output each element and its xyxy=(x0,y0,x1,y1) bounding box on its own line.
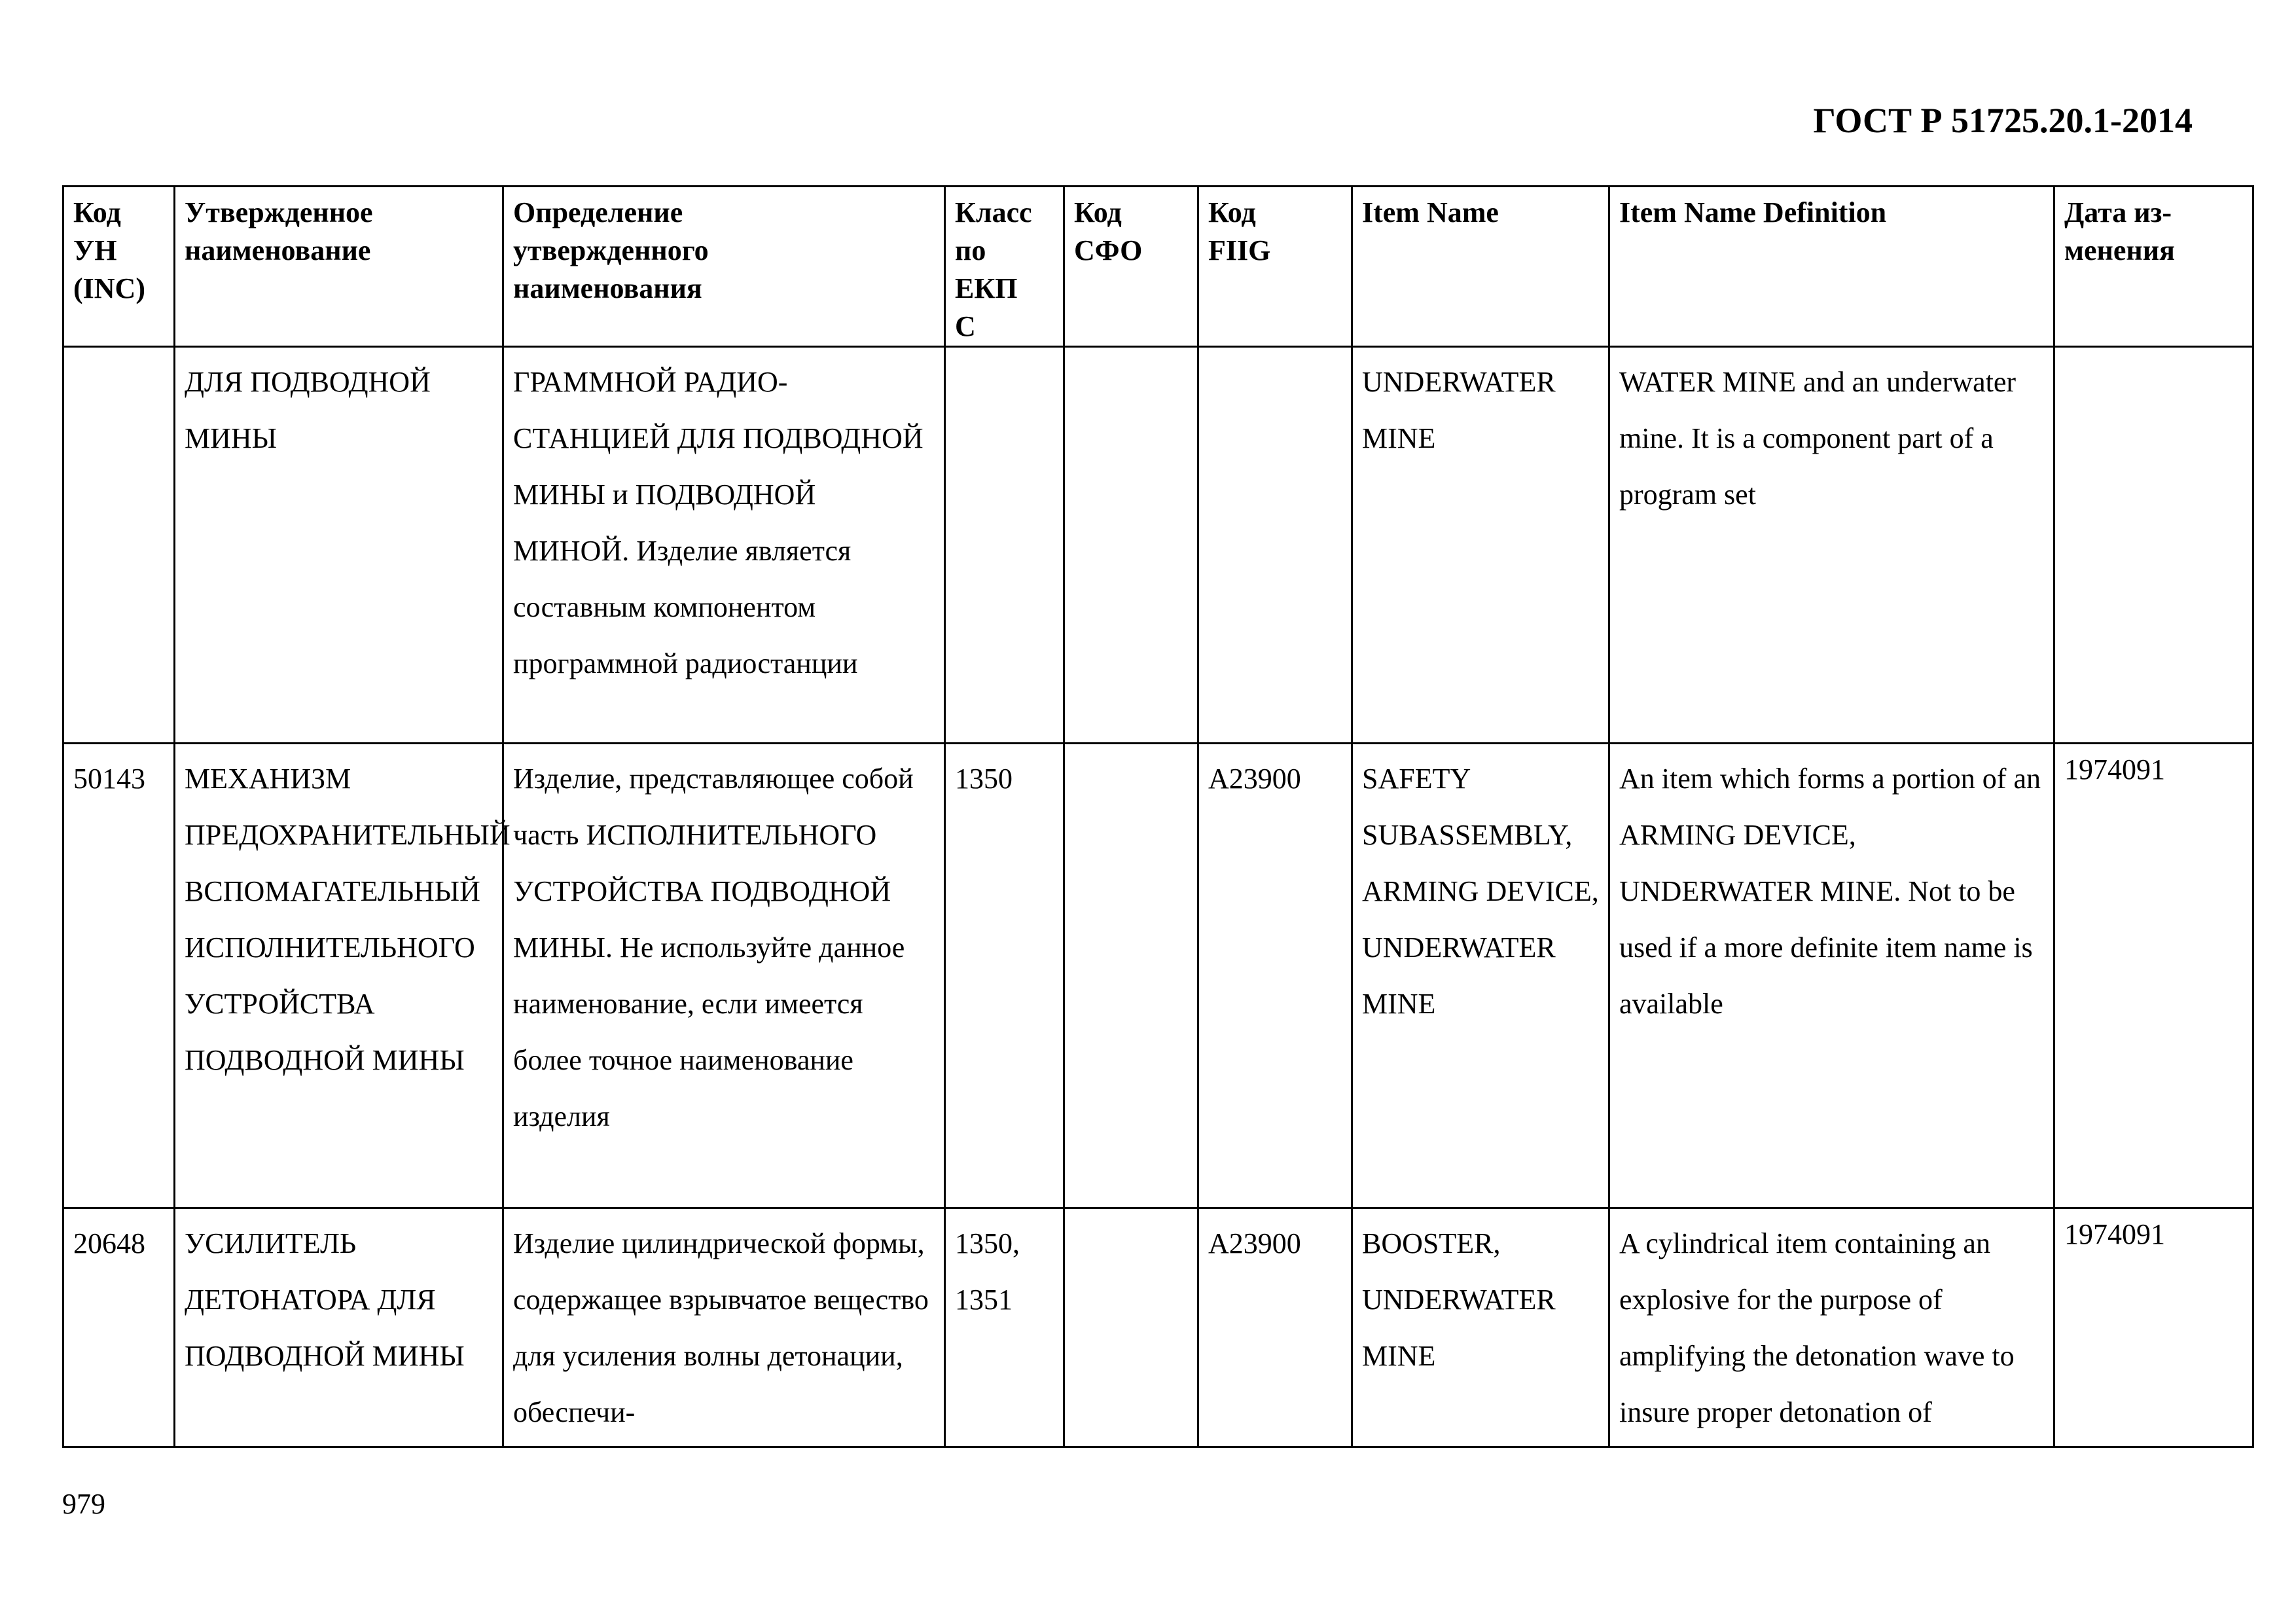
cell-item-name: SAFETY SUBASSEMBLY, ARMING DEVICE, UNDERWATER MINE xyxy=(1352,744,1609,1208)
cell-approved-name: УСИЛИТЕЛЬ ДЕТОНАТОРА ДЛЯ ПОДВОДНОЙ МИНЫ xyxy=(175,1208,503,1447)
header-item-name-definition: Item Name Definition xyxy=(1609,187,2054,347)
cell-item-name-definition: WATER MINE and an underwater mine. It is a component part of a program set xyxy=(1609,347,2054,744)
table-row xyxy=(63,744,2253,1208)
cell-inc xyxy=(63,347,175,744)
header-inc: Код УН (INC) xyxy=(63,187,175,347)
cell-inc: 50143 xyxy=(63,744,175,1208)
cell-ekps-class: 1350, 1351 xyxy=(945,1208,1064,1447)
cell-ekps-class: 1350 xyxy=(945,744,1064,1208)
cell-approved-name: МЕХАНИЗМ ПРЕДОХРАНИТЕЛЬНЫЙ ВСПОМАГАТЕЛЬНЫЙ ИСПОЛНИТЕЛЬНОГО УСТРОЙСТВА ПОДВОДНОЙ МИНЫ xyxy=(175,744,503,1208)
cell-item-name: UNDERWATER MINE xyxy=(1352,347,1609,744)
cell-sfo-code xyxy=(1064,744,1198,1208)
table-row xyxy=(63,1208,2253,1447)
cell-ekps-class xyxy=(945,347,1064,744)
cell-change-date: 1974091 xyxy=(2054,1208,2253,1447)
document-code: ГОСТ Р 51725.20.1-2014 xyxy=(1813,101,2193,140)
table-row xyxy=(63,347,2253,744)
header-sfo-code: Код СФО xyxy=(1064,187,1198,347)
cell-definition: ГРАММНОЙ РАДИО-СТАНЦИЕЙ ДЛЯ ПОДВОДНОЙ МИНЫ и ПОДВОДНОЙ МИНОЙ. Изделие является составным компонентом программной радиостанции xyxy=(503,347,945,744)
cell-item-name-definition: A cylindrical item containing an explosive for the purpose of amplifying the detonation wave to insure proper detonation of xyxy=(1609,1208,2054,1447)
cell-item-name: BOOSTER, UNDERWATER MINE xyxy=(1352,1208,1609,1447)
cell-definition: Изделие, представляющее собой часть ИСПОЛНИТЕЛЬНОГО УСТРОЙСТВА ПОДВОДНОЙ МИНЫ. Не используйте данное наименование, если имеется более точное наименование изделия xyxy=(503,744,945,1208)
header-ekps-class: Класс по ЕКП С xyxy=(945,187,1064,347)
cell-sfo-code xyxy=(1064,1208,1198,1447)
page-number: 979 xyxy=(62,1488,105,1520)
header-fiig-code: Код FIIG xyxy=(1198,187,1352,347)
cell-sfo-code xyxy=(1064,347,1198,744)
cell-fiig-code xyxy=(1198,347,1352,744)
cell-item-name-definition: An item which forms a portion of an ARMING DEVICE, UNDERWATER MINE. Not to be used if a more definite item name is available xyxy=(1609,744,2054,1208)
cell-fiig-code: A23900 xyxy=(1198,744,1352,1208)
items-table xyxy=(62,185,2254,1448)
table-header-row xyxy=(63,187,2253,347)
cell-change-date xyxy=(2054,347,2253,744)
cell-fiig-code: A23900 xyxy=(1198,1208,1352,1447)
header-definition: Определение утвержденного наименования xyxy=(503,187,945,347)
cell-definition: Изделие цилиндрической формы, содержащее взрывчатое вещество для усиления волны детонации, обеспечи- xyxy=(503,1208,945,1447)
cell-change-date: 1974091 xyxy=(2054,744,2253,1208)
header-change-date: Дата из- менения xyxy=(2054,187,2253,347)
cell-approved-name: ДЛЯ ПОДВОДНОЙ МИНЫ xyxy=(175,347,503,744)
cell-inc: 20648 xyxy=(63,1208,175,1447)
header-approved-name: Утвержденное наименование xyxy=(175,187,503,347)
header-item-name: Item Name xyxy=(1352,187,1609,347)
